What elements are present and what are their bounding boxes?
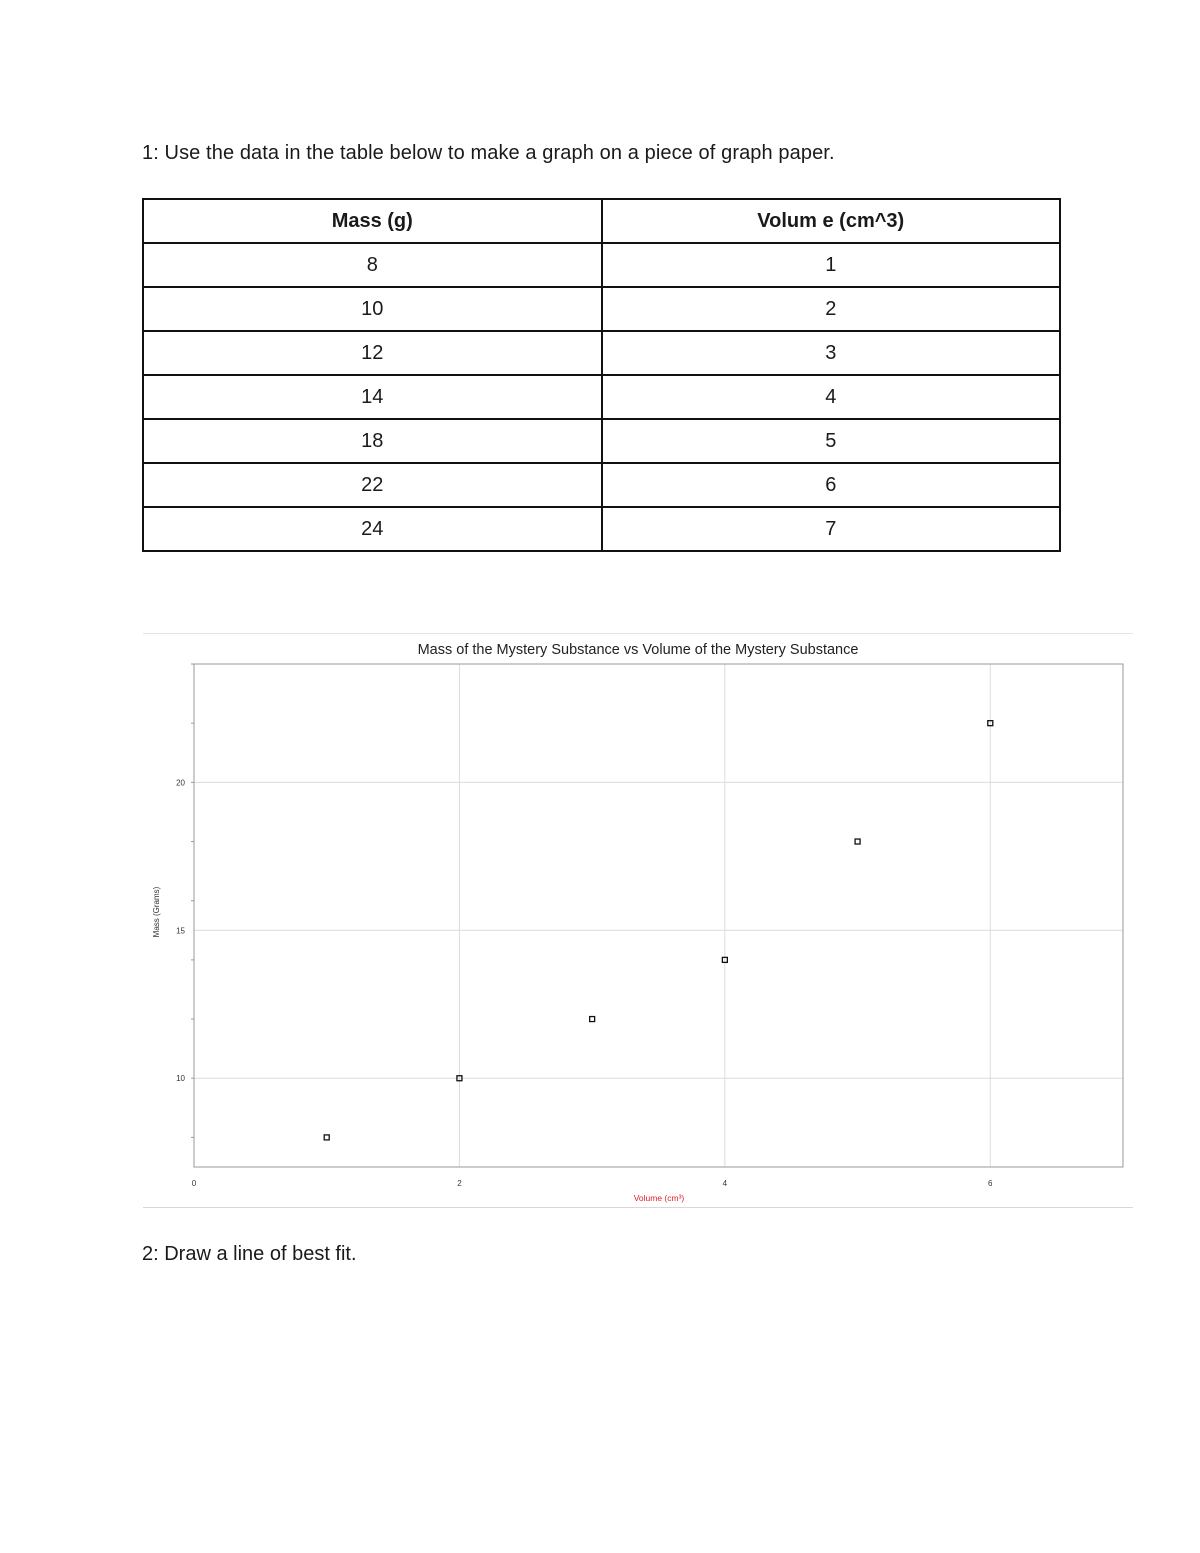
table-row [143,375,1060,419]
volume-cell: 4 [602,375,1061,419]
question-1-text: 1: Use the data in the table below to make a graph on a piece of graph paper. [142,142,835,164]
mass-cell: 10 [143,287,602,331]
data-point [590,1017,595,1022]
x-tick-label: 6 [988,1179,993,1188]
mass-cell: 14 [143,375,602,419]
volume-cell: 2 [602,287,1061,331]
x-tick-label: 2 [457,1179,462,1188]
y-axis-label: Mass (Grams) [152,886,161,938]
data-point [855,839,860,844]
x-tick-label: 0 [191,1179,197,1188]
mass-cell: 18 [143,419,602,463]
volume-cell: 7 [602,507,1061,551]
volume-cell: 3 [602,331,1061,375]
plot-frame [194,664,1123,1167]
scatter-chart-svg [143,634,1133,1207]
x-axis-label: Volume (cm³) [633,1193,685,1203]
y-tick-label: 20 [176,778,185,788]
table-row [143,463,1060,507]
table-row [143,287,1060,331]
mass-volume-table [142,198,1061,552]
table-row [143,419,1060,463]
header-mass: Mass (g) [143,199,602,243]
y-tick-label: 15 [176,926,185,936]
volume-cell: 1 [602,243,1061,287]
scatter-chart [143,633,1133,1208]
chart-title: Mass of the Mystery Substance vs Volume of the Mystery Substance [417,642,859,658]
mass-cell: 22 [143,463,602,507]
mass-cell: 8 [143,243,602,287]
header-volume: Volum e (cm^3) [602,199,1061,243]
table-row [143,507,1060,551]
table-row [143,243,1060,287]
x-tick-label: 4 [722,1179,728,1188]
y-tick-label: 10 [176,1074,185,1084]
mass-cell: 24 [143,507,602,551]
table-row [143,331,1060,375]
mass-cell: 12 [143,331,602,375]
grid-layer [194,664,1123,1167]
tick-layer [176,664,993,1188]
question-2-text: 2: Draw a line of best fit. [142,1243,357,1265]
data-point [324,1135,329,1140]
volume-cell: 6 [602,463,1061,507]
volume-cell: 5 [602,419,1061,463]
table-header-row [143,199,1060,243]
